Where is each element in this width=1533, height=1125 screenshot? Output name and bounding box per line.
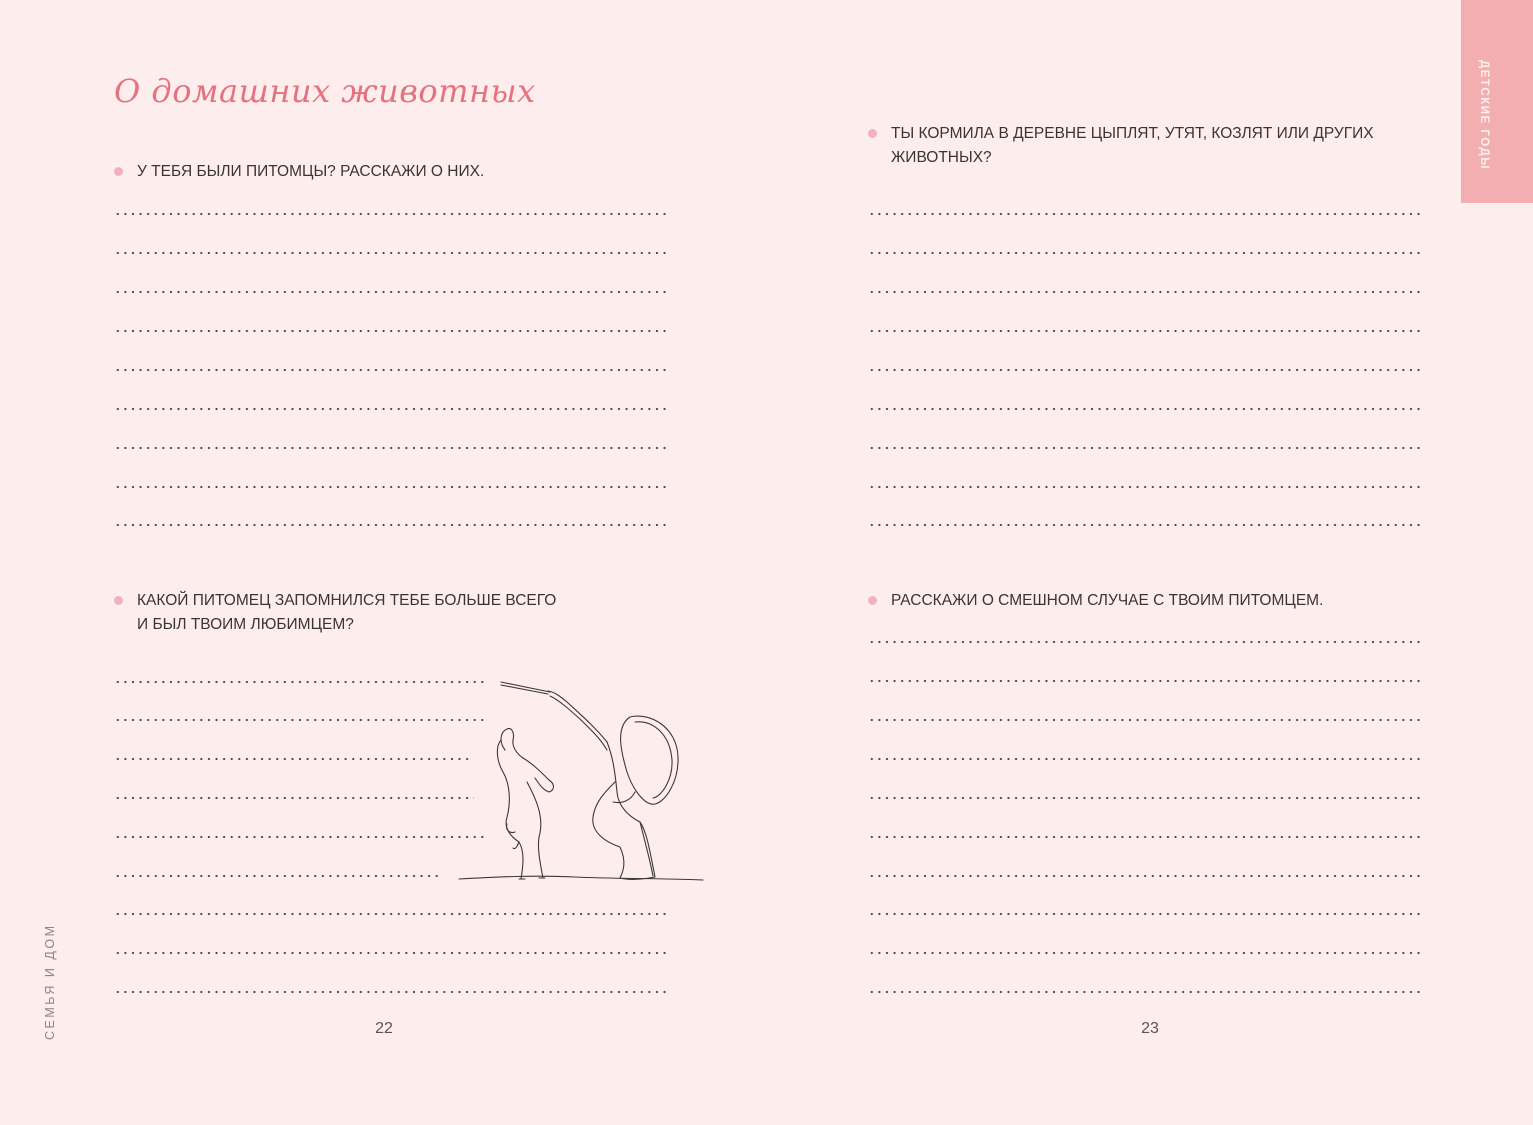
right-page: [766, 0, 1533, 1125]
answer-line[interactable]: [868, 951, 1420, 955]
answer-line[interactable]: [114, 523, 666, 527]
page-title: О домашних животных: [114, 72, 536, 110]
answer-line[interactable]: [114, 757, 471, 761]
left-page: [0, 0, 766, 1125]
question-text: У ТЕБЯ БЫЛИ ПИТОМЦЫ? РАССКАЖИ О НИХ.: [137, 163, 485, 180]
answer-line[interactable]: [868, 251, 1420, 255]
question-text: ТЫ КОРМИЛА В ДЕРЕВНЕ ЦЫПЛЯТ, УТЯТ, КОЗЛЯТ ИЛИ ДРУГИХ ЖИВОТНЫХ?: [891, 125, 1374, 166]
answer-line[interactable]: [114, 951, 666, 955]
question-text: РАССКАЖИ О СМЕШНОМ СЛУЧАЕ С ТВОИМ ПИТОМЦЕМ.: [891, 592, 1324, 609]
answer-line[interactable]: [114, 912, 666, 916]
page-number: 23: [1141, 1020, 1159, 1037]
answer-line[interactable]: [868, 640, 1420, 644]
answer-line[interactable]: [114, 407, 666, 411]
answer-line[interactable]: [868, 990, 1420, 994]
answer-line[interactable]: [114, 329, 666, 333]
answer-line[interactable]: [868, 796, 1420, 800]
answer-line[interactable]: [868, 912, 1420, 916]
answer-line[interactable]: [114, 680, 484, 684]
answer-line[interactable]: [868, 679, 1420, 683]
section-label: СЕМЬЯ И ДОМ: [43, 923, 57, 1040]
answer-line[interactable]: [114, 835, 484, 839]
answer-line[interactable]: [868, 718, 1420, 722]
answer-line[interactable]: [114, 446, 666, 450]
answer-line[interactable]: [868, 212, 1420, 216]
answer-line[interactable]: [114, 796, 474, 800]
question-favorite-pet: [114, 589, 674, 637]
answer-line[interactable]: [868, 407, 1420, 411]
girl-with-dog-line-drawing-icon: [455, 672, 710, 887]
answer-line[interactable]: [868, 485, 1420, 489]
question-pets: [114, 160, 674, 184]
answer-line[interactable]: [114, 990, 666, 994]
answer-line[interactable]: [114, 874, 442, 878]
section-tab[interactable]: [1461, 0, 1533, 203]
question-funny-story: [868, 589, 1428, 613]
answer-line[interactable]: [868, 446, 1420, 450]
answer-line[interactable]: [868, 874, 1420, 878]
answer-line[interactable]: [114, 251, 666, 255]
question-text: КАКОЙ ПИТОМЕЦ ЗАПОМНИЛСЯ ТЕБЕ БОЛЬШЕ ВСЕГО И БЫЛ ТВОИМ ЛЮБИМЦЕМ?: [137, 592, 557, 633]
answer-line[interactable]: [868, 835, 1420, 839]
answer-line[interactable]: [868, 329, 1420, 333]
page-number: 22: [375, 1020, 393, 1037]
answer-line[interactable]: [114, 485, 666, 489]
section-tab-label: ДЕТСКИЕ ГОДЫ: [1478, 60, 1490, 170]
answer-line[interactable]: [114, 718, 484, 722]
answer-line[interactable]: [868, 523, 1420, 527]
answer-line[interactable]: [114, 290, 666, 294]
answer-line[interactable]: [868, 368, 1420, 372]
answer-line[interactable]: [114, 368, 666, 372]
answer-line[interactable]: [114, 212, 666, 216]
answer-line[interactable]: [868, 290, 1420, 294]
answer-line[interactable]: [868, 757, 1420, 761]
question-farm-animals: [868, 122, 1428, 170]
